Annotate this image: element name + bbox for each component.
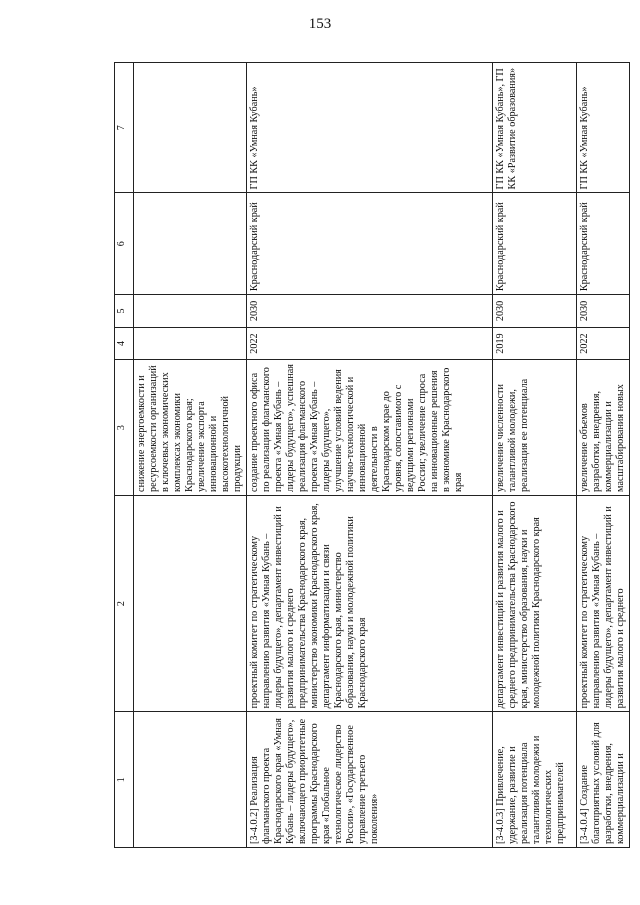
table-wrapper xyxy=(114,62,626,848)
cell-program: ГП КК «Умная Кубань» xyxy=(247,63,493,193)
cell-territory: Краснодарский край xyxy=(493,193,577,295)
cell-territory: Краснодарский край xyxy=(247,193,493,295)
header-cell: 4 xyxy=(115,327,134,360)
cell-responsible xyxy=(134,495,247,711)
cell-program: ГП КК «Умная Кубань», ГП КК «Развитие образования» xyxy=(493,63,577,193)
table-row xyxy=(134,63,247,848)
header-cell: 1 xyxy=(115,712,134,848)
table-row xyxy=(493,63,577,848)
cell-end-year xyxy=(134,295,247,328)
cell-territory: Краснодарский край xyxy=(577,193,630,295)
cell-responsible: проектный комитет по стратегическому направлению развития «Умная Кубань – лидеры будущего», департамент инвестиций и развития малого и среднего xyxy=(577,495,630,711)
cell-territory xyxy=(134,193,247,295)
cell-start-year xyxy=(134,327,247,360)
cell-measure: [3-4.0.3] Привлечение, удержание, развитие и реализация потенциала талантливой молодежи и технологических предпринимателей xyxy=(493,712,577,848)
table-row xyxy=(247,63,493,848)
cell-start-year: 2022 xyxy=(577,327,630,360)
header-cell: 6 xyxy=(115,193,134,295)
cell-result: увеличение объемов разработки, внедрения, коммерциализации и масштабирования новых xyxy=(577,360,630,496)
page-number: 153 xyxy=(308,16,332,32)
header-cell: 7 xyxy=(115,63,134,193)
cell-result: снижение энергоемкости и ресурсоемкости организаций в ключевых экономических комплексах экономики Краснодарского края; увеличение экспорта инновационной и высокотехнологичной продукции xyxy=(134,360,247,496)
measures-table xyxy=(114,62,630,848)
header-cell: 3 xyxy=(115,360,134,496)
cell-end-year: 2030 xyxy=(493,295,577,328)
cell-program: ГП КК «Умная Кубань» xyxy=(577,63,630,193)
cell-result: создание проектного офиса по реализации флагманского проекта «Умная Кубань – лидеры будущего», успешная реализация флагманского проекта «Умная Кубань – лидеры будущего», улучшение условий ведения научно-технологической и инновационной деятельности в Краснодарском крае до уровня, сопоставимого с ведущими регионами России; увеличение спроса на инновационные решения в экономике Краснодарского края xyxy=(247,360,493,496)
cell-measure xyxy=(134,712,247,848)
cell-result: увеличение численности талантливой молодежи, реализация ее потенциала xyxy=(493,360,577,496)
cell-responsible: проектный комитет по стратегическому направлению развития «Умная Кубань – лидеры будущего», департамент инвестиций и развития малого и среднего предпринимательства Краснодарского края, министерство экономики Краснодарского края, департамент информатизации и связи Краснодарского края, министерство образования, науки и молодежной политики Краснодарского края xyxy=(247,495,493,711)
header-cell: 5 xyxy=(115,295,134,328)
cell-start-year: 2019 xyxy=(493,327,577,360)
table-row xyxy=(577,63,630,848)
cell-responsible: департамент инвестиций и развития малого и среднего предпринимательства Краснодарского края, министерство образования, науки и молодежной политики Краснодарского края xyxy=(493,495,577,711)
table-header-row xyxy=(115,63,134,848)
header-cell: 2 xyxy=(115,495,134,711)
cell-measure: [3-4.0.2] Реализация флагманского проекта Краснодарского края «Умная Кубань – лидеры будущего», включающего приоритетные программы Краснодарского края «Глобальное технологическое лидерство России», «Государственное управление третьего поколения» xyxy=(247,712,493,848)
cell-end-year: 2030 xyxy=(577,295,630,328)
rotated-table-container xyxy=(114,62,626,848)
cell-program xyxy=(134,63,247,193)
cell-start-year: 2022 xyxy=(247,327,493,360)
cell-end-year: 2030 xyxy=(247,295,493,328)
cell-measure: [3-4.0.4] Создание благоприятных условий для разработки, внедрения, коммерциализации и xyxy=(577,712,630,848)
